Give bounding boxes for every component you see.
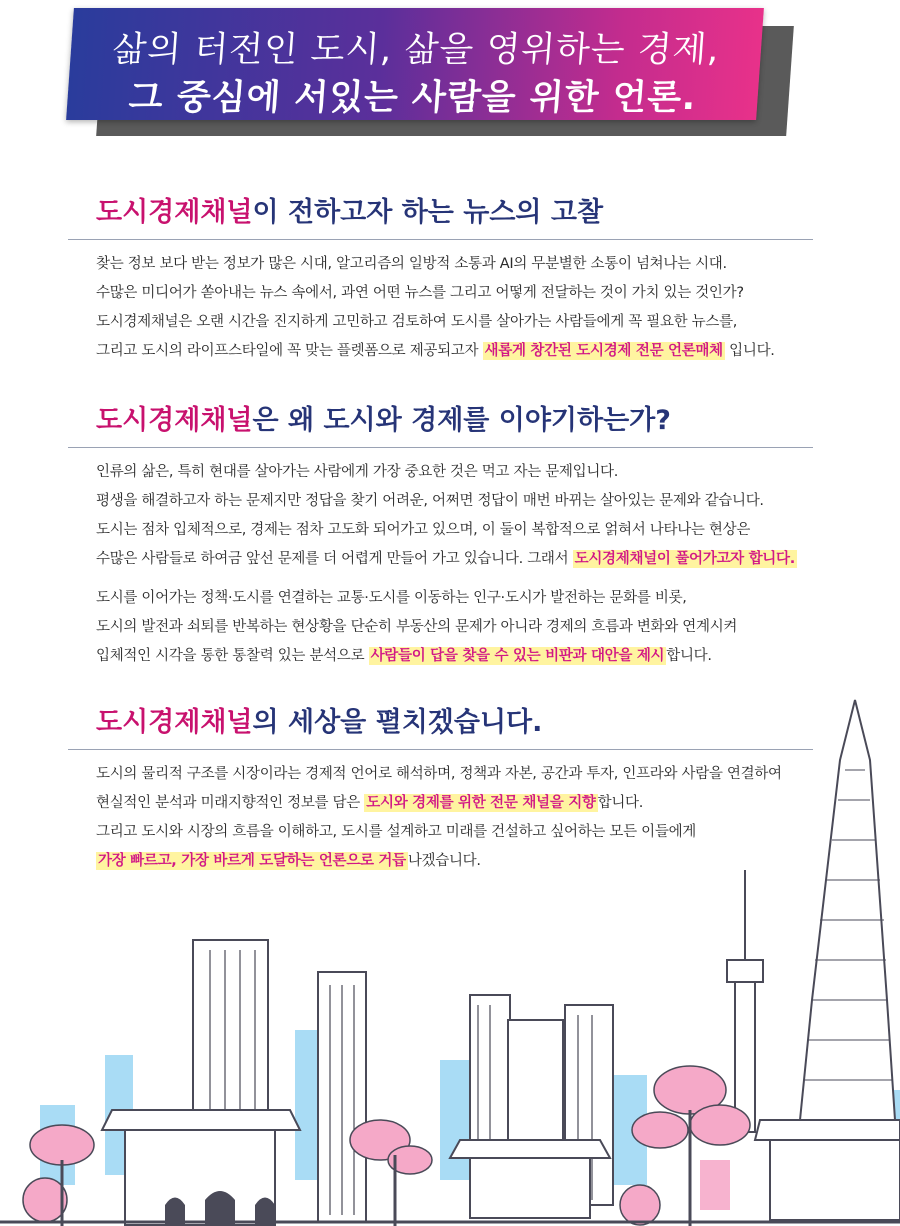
highlight-text: 사람들이 답을 찾을 수 있는 비판과 대안을 제시 bbox=[370, 648, 665, 664]
heading-rest: 이 전하고자 하는 뉴스의 고찰 bbox=[252, 197, 604, 228]
text-span: 그리고 도시의 라이프스타일에 꼭 맞는 플렛폼으로 제공되고자 bbox=[96, 343, 483, 359]
banner-line-1: 삶의 터전인 도시, 삶을 영위하는 경제, bbox=[111, 30, 721, 70]
text-span: 합니다. bbox=[597, 795, 644, 811]
text-span: 입니다. bbox=[724, 343, 775, 359]
paragraph-line: 도시경제채널은 오랜 시간을 진지하게 고민하고 검토하여 도시를 살아가는 사람들에게 꼭 필요한 뉴스를, bbox=[96, 314, 738, 330]
heading-divider bbox=[68, 239, 813, 240]
highlight-text: 가장 빠르고, 가장 바르게 도달하는 언론으로 거듭 bbox=[98, 853, 406, 869]
text-span: 입체적인 시각을 통한 통찰력 있는 분석으로 bbox=[96, 648, 369, 664]
paragraph-line: 수많은 미디어가 쏟아내는 뉴스 속에서, 과연 어떤 뉴스를 그리고 어떻게 전달하는 것이 가치 있는 것인가? bbox=[96, 285, 744, 301]
city-skyline-illustration bbox=[0, 690, 900, 1226]
paragraph-line: 찾는 정보 보다 받는 정보가 많은 시대, 알고리즘의 일방적 소통과 AI의 무분별한 소통이 넘쳐나는 시대. bbox=[96, 256, 727, 272]
heading-accent: 도시경제채널 bbox=[96, 197, 253, 228]
text-span: 합니다. bbox=[666, 648, 712, 664]
section-heading bbox=[96, 190, 813, 239]
heading-divider bbox=[68, 447, 813, 448]
paragraph-line: 인류의 삶은, 특히 현대를 살아가는 사람에게 가장 중요한 것은 먹고 자는 문제입니다. bbox=[96, 464, 619, 480]
highlight-text: 새롭게 창간된 도시경제 전문 언론매체 bbox=[484, 343, 723, 359]
paragraph-line: 도시는 점차 입체적으로, 경제는 점차 고도화 되어가고 있으며, 이 둘이 복합적으로 얽혀서 나타나는 현상은 bbox=[96, 522, 751, 538]
paragraph-line bbox=[96, 642, 813, 671]
section-why-city-economy bbox=[68, 398, 813, 671]
heading-rest: 은 왜 도시와 경제를 이야기하는가? bbox=[252, 405, 671, 436]
paragraph-line: 도시의 발전과 쇠퇴를 반복하는 현상황을 단순히 부동산의 문제가 아니라 경제의 흐름과 변화와 연계시켜 bbox=[96, 619, 738, 635]
heading-rest: 의 세상을 펼치겠습니다. bbox=[252, 707, 543, 738]
heading-accent: 도시경제채널 bbox=[96, 707, 253, 738]
banner-background bbox=[66, 8, 764, 120]
paragraph-line: 그리고 도시와 시장의 흐름을 이해하고, 도시를 설계하고 미래를 건설하고 싶어하는 모든 이들에게 bbox=[96, 824, 696, 840]
text-span: 현실적인 분석과 미래지향적인 정보를 담은 bbox=[96, 795, 365, 811]
paragraph-line bbox=[96, 337, 813, 366]
section-heading bbox=[96, 398, 813, 447]
section-news-insight bbox=[68, 190, 813, 366]
paragraph-line: 도시를 이어가는 정책·도시를 연결하는 교통·도시를 이동하는 인구·도시가 발전하는 문화를 비롯, bbox=[96, 590, 687, 606]
text-span: 수많은 사람들로 하여금 앞선 문제를 더 어렵게 만들어 가고 있습니다. 그래서 bbox=[96, 551, 573, 567]
banner-line-2: 그 중심에 서있는 사람을 위한 언론. bbox=[127, 78, 698, 118]
highlight-text: 도시경제채널이 풀어가고자 합니다. bbox=[574, 551, 795, 567]
paragraph-line: 평생을 해결하고자 하는 문제지만 정답을 찾기 어려운, 어쩌면 정답이 매번 바뀌는 살아있는 문제와 같습니다. bbox=[96, 493, 764, 509]
text-span: 나겠습니다. bbox=[407, 853, 481, 869]
heading-accent: 도시경제채널 bbox=[96, 405, 253, 436]
paragraph-line bbox=[96, 545, 813, 574]
title-banner bbox=[70, 8, 780, 138]
paragraph-line: 도시의 물리적 구조를 시장이라는 경제적 언어로 해석하며, 정책과 자본, 공간과 투자, 인프라와 사람을 연결하여 bbox=[96, 766, 782, 782]
highlight-text: 도시와 경제를 위한 전문 채널을 지향 bbox=[366, 795, 596, 811]
